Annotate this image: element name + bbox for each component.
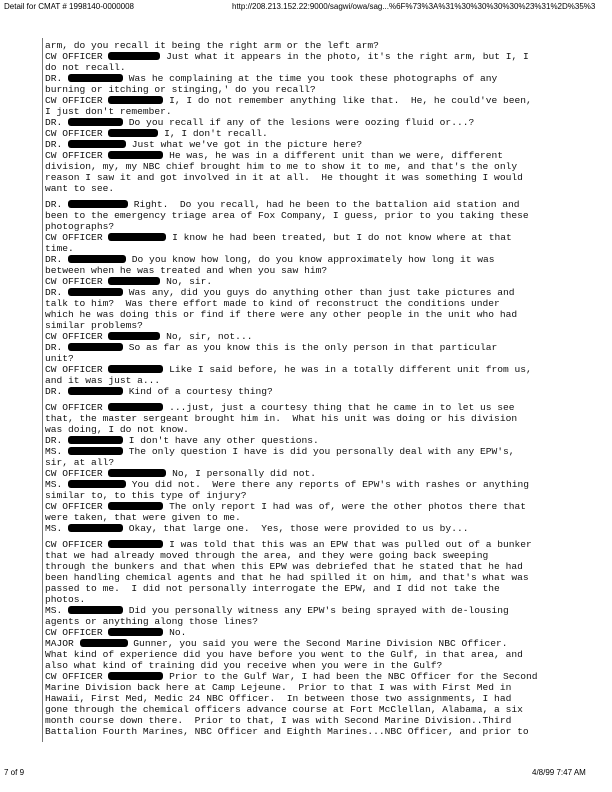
line-text: burning or itching or stinging,' do you recall?: [45, 84, 316, 95]
line-text: want to see.: [45, 183, 115, 194]
redaction-bar: [68, 343, 123, 351]
line-text: MS.: [45, 605, 69, 616]
footer-timestamp: 4/8/99 7:47 AM: [532, 768, 586, 777]
redaction-bar: [68, 74, 123, 82]
transcript-line: [45, 128, 268, 139]
transcript-line: [45, 287, 515, 298]
transcript-line: [45, 106, 172, 117]
line-text: DR.: [45, 199, 69, 210]
transcript-line: [45, 583, 500, 594]
transcript-line: [45, 320, 143, 331]
redaction-bar: [108, 628, 163, 636]
line-text: similar problems?: [45, 320, 143, 331]
line-text: The only question I have is did you personally deal with any EPW's,: [123, 446, 515, 457]
transcript-body: [42, 38, 581, 742]
transcript-line: [45, 539, 532, 550]
redaction-bar: [108, 277, 160, 285]
line-text: DR.: [45, 117, 69, 128]
transcript-line: [45, 221, 114, 232]
line-text: I, I do not remember anything like that. He, he could've been,: [163, 95, 532, 106]
line-text: month course down there. Prior to that, I was with Second Marine Division..Third: [45, 715, 512, 726]
redaction-bar: [108, 52, 160, 60]
transcript-line: [45, 62, 126, 73]
transcript-line: [45, 660, 442, 671]
line-text: been handling chemical agents and that he had spilled it on him, and that's what was: [45, 572, 529, 583]
transcript-line: [45, 210, 529, 221]
transcript-line: [45, 627, 186, 638]
transcript-line: [45, 232, 512, 243]
redaction-bar: [68, 200, 128, 208]
transcript-line: [45, 649, 523, 660]
line-text: CW OFFICER: [45, 128, 109, 139]
redaction-bar: [108, 233, 166, 241]
line-text: CW OFFICER: [45, 501, 109, 512]
transcript-line: [45, 572, 529, 583]
transcript-line: [45, 375, 160, 386]
transcript-line: [45, 150, 503, 161]
line-text: No, I personally did not.: [166, 468, 317, 479]
transcript-line: [45, 457, 114, 468]
line-text: gone through the chemical officers advance course at Fort McClellan, Alabama, a six: [45, 704, 523, 715]
line-text: been to the emergency triage area of Fox Company, I guess, prior to you taking these: [45, 210, 529, 221]
transcript-line: [45, 715, 511, 726]
line-text: was doing, I do not know.: [45, 424, 189, 435]
line-text: DR.: [45, 139, 69, 150]
line-text: CW OFFICER: [45, 364, 109, 375]
redaction-bar: [80, 639, 128, 647]
transcript-line: [45, 446, 515, 457]
line-text: do not recall.: [45, 62, 126, 73]
line-text: Did you personally witness any EPW's being sprayed with de-lousing: [123, 605, 509, 616]
transcript-line: [45, 671, 538, 682]
line-text: agents or anything along those lines?: [45, 616, 259, 627]
line-text: What kind of experience did you have before you went to the Gulf, in that area, and: [45, 649, 523, 660]
line-text: CW OFFICER: [45, 232, 109, 243]
redaction-bar: [68, 436, 123, 444]
line-text: CW OFFICER: [45, 276, 109, 287]
line-text: were taken, that were given to me.: [45, 512, 241, 523]
transcript-line: [45, 73, 497, 84]
transcript-line: [45, 512, 241, 523]
line-text: between when he was treated and when you saw him?: [45, 265, 328, 276]
header-url: http://208.213.152.22:9000/sagwi/owa/sag...%6F%73%3A%31%30%30%30%30%23%31%2D%35%3: [232, 2, 596, 11]
redaction-bar: [108, 540, 163, 548]
transcript-line: [45, 435, 319, 446]
header-document-title: Detail for CMAT # 1998140-0000008: [4, 2, 135, 11]
transcript-line: [45, 693, 511, 704]
line-text: He was, he was in a different unit than we were, different: [163, 150, 504, 161]
line-text: DR.: [45, 386, 69, 397]
transcript-line: [45, 490, 247, 501]
line-text: Gunner, you said you were the Second Marine Division NBC Officer.: [127, 638, 508, 649]
line-text: No, sir.: [160, 276, 213, 287]
transcript-line: [45, 550, 488, 561]
transcript-line: [45, 682, 511, 693]
transcript-line: [45, 424, 189, 435]
transcript-line: [45, 51, 529, 62]
redaction-bar: [108, 502, 163, 510]
line-text: Okay, that large one. Yes, those were provided to us by...: [123, 523, 469, 534]
transcript-line: [45, 594, 85, 605]
transcript-line: [45, 172, 523, 183]
transcript-line: [45, 523, 468, 534]
line-text: Just what it appears in the photo, it's the right arm, but I, I: [160, 51, 529, 62]
line-text: CW OFFICER: [45, 671, 109, 682]
transcript-line: [45, 84, 316, 95]
redaction-bar: [68, 255, 126, 263]
transcript-line: [45, 342, 497, 353]
transcript-line: [45, 95, 532, 106]
line-text: MS.: [45, 479, 69, 490]
line-text: that, the master sergeant brought him in. What his unit was doing or his division: [45, 413, 518, 424]
line-text: division, my, my NBC chief brought him to me to show it to me, and that's the only: [45, 161, 518, 172]
line-text: MS.: [45, 523, 69, 534]
line-text: Right. Do you recall, had he been to the battalion aid station and: [128, 199, 520, 210]
line-text: Do you recall if any of the lesions were oozing fluid or...?: [123, 117, 475, 128]
line-text: that we had already moved through the area, and they were going back sweeping: [45, 550, 489, 561]
line-text: Like I said before, he was in a totally different unit from us,: [163, 364, 532, 375]
footer-page-number: 7 of 9: [4, 768, 25, 777]
line-text: unit?: [45, 353, 74, 364]
line-text: ...just, just a courtesy thing that he came in to let us see: [163, 402, 515, 413]
line-text: similar to, to this type of injury?: [45, 490, 247, 501]
line-text: which he was doing this or find if there were any other people in the unit who had: [45, 309, 518, 320]
transcript-line: [45, 243, 74, 254]
transcript-line: [45, 276, 212, 287]
line-text: CW OFFICER: [45, 331, 109, 342]
transcript-line: [45, 501, 526, 512]
transcript-line: [45, 265, 327, 276]
redaction-bar: [68, 140, 126, 148]
line-text: No.: [163, 627, 187, 638]
line-text: CW OFFICER: [45, 539, 109, 550]
redaction-bar: [68, 524, 123, 532]
line-text: Prior to the Gulf War, I had been the NBC Officer for the Second: [163, 671, 538, 682]
line-text: Was he complaining at the time you took these photographs of any: [123, 73, 498, 84]
redaction-bar: [68, 387, 123, 395]
redaction-bar: [68, 606, 123, 614]
transcript-line: [45, 386, 273, 397]
line-text: Kind of a courtesy thing?: [123, 386, 273, 397]
transcript-line: [45, 704, 523, 715]
line-text: DR.: [45, 287, 69, 298]
line-text: I don't have any other questions.: [123, 435, 319, 446]
line-text: passed to me. I did not personally interrogate the EPW, and I did not take the: [45, 583, 500, 594]
redaction-bar: [108, 469, 166, 477]
line-text: I know he had been treated, but I do not know where at that: [166, 232, 512, 243]
transcript-line: [45, 40, 379, 51]
line-text: CW OFFICER: [45, 402, 109, 413]
line-text: MS.: [45, 446, 69, 457]
line-text: No, sir, not...: [160, 331, 253, 342]
transcript-line: [45, 479, 529, 490]
redaction-bar: [68, 118, 123, 126]
line-text: Hawaii, First Med, Medic 24 NBC Officer. In between those two assignments, I had: [45, 693, 512, 704]
line-text: I, I don't recall.: [158, 128, 268, 139]
redaction-bar: [68, 480, 126, 488]
line-text: Marine Division back here at Camp Lejeune. Prior to that I was with First Med in: [45, 682, 512, 693]
transcript-line: [45, 183, 114, 194]
line-text: CW OFFICER: [45, 468, 109, 479]
line-text: CW OFFICER: [45, 150, 109, 161]
line-text: also what kind of training did you receive when you were in the Gulf?: [45, 660, 443, 671]
line-text: DR.: [45, 254, 69, 265]
line-text: CW OFFICER: [45, 51, 109, 62]
redaction-bar: [108, 672, 163, 680]
line-text: time.: [45, 243, 74, 254]
redaction-bar: [108, 365, 163, 373]
line-text: I was told that this was an EPW that was pulled out of a bunker: [163, 539, 532, 550]
redaction-bar: [108, 96, 163, 104]
transcript-line: [45, 298, 500, 309]
line-text: reason I saw it and got involved in it at all. He thought it was something I would: [45, 172, 523, 183]
transcript-line: [45, 309, 517, 320]
transcript-line: [45, 638, 508, 649]
line-text: DR.: [45, 435, 69, 446]
line-text: through the bunkers and that when this EPW was debriefed that he stated that he had: [45, 561, 523, 572]
transcript-line: [45, 561, 523, 572]
line-text: CW OFFICER: [45, 627, 109, 638]
redaction-bar: [108, 332, 160, 340]
transcript-line: [45, 402, 515, 413]
transcript-line: [45, 117, 474, 128]
redaction-bar: [68, 288, 123, 296]
redaction-bar: [108, 151, 163, 159]
transcript-line: [45, 616, 258, 627]
transcript-line: [45, 139, 362, 150]
transcript-line: [45, 199, 520, 210]
redaction-bar: [108, 403, 163, 411]
transcript-line: [45, 353, 74, 364]
line-text: DR.: [45, 342, 69, 353]
transcript-line: [45, 364, 532, 375]
transcript-line: [45, 468, 316, 479]
transcript-line: [45, 726, 529, 737]
line-text: You did not. Were there any reports of EPW's with rashes or anything: [126, 479, 530, 490]
transcript-line: [45, 605, 509, 616]
line-text: Do you know how long, do you know approximately how long it was: [126, 254, 495, 265]
line-text: So as far as you know this is the only person in that particular: [123, 342, 498, 353]
line-text: I just don't remember.: [45, 106, 172, 117]
transcript-line: [45, 161, 517, 172]
line-text: sir, at all?: [45, 457, 115, 468]
line-text: talk to him? Was there effort made to kind of reconstruct the conditions under: [45, 298, 500, 309]
transcript-line: [45, 413, 517, 424]
transcript-line: [45, 254, 495, 265]
line-text: The only report I had was of, were the other photos there that: [163, 501, 527, 512]
redaction-bar: [68, 447, 123, 455]
line-text: Just what we've got in the picture here?: [126, 139, 363, 150]
line-text: Was any, did you guys do anything other than just take pictures and: [123, 287, 515, 298]
transcript-line: [45, 331, 252, 342]
line-text: DR.: [45, 73, 69, 84]
line-text: and it was just a...: [45, 375, 161, 386]
line-text: arm, do you recall it being the right arm or the left arm?: [45, 40, 379, 51]
line-text: Battalion Fourth Marines, NBC Officer and Eighth Marines...NBC Officer, and prior to: [45, 726, 529, 737]
redaction-bar: [108, 129, 158, 137]
line-text: MAJOR: [45, 638, 80, 649]
line-text: photos.: [45, 594, 86, 605]
line-text: photographs?: [45, 221, 115, 232]
line-text: CW OFFICER: [45, 95, 109, 106]
